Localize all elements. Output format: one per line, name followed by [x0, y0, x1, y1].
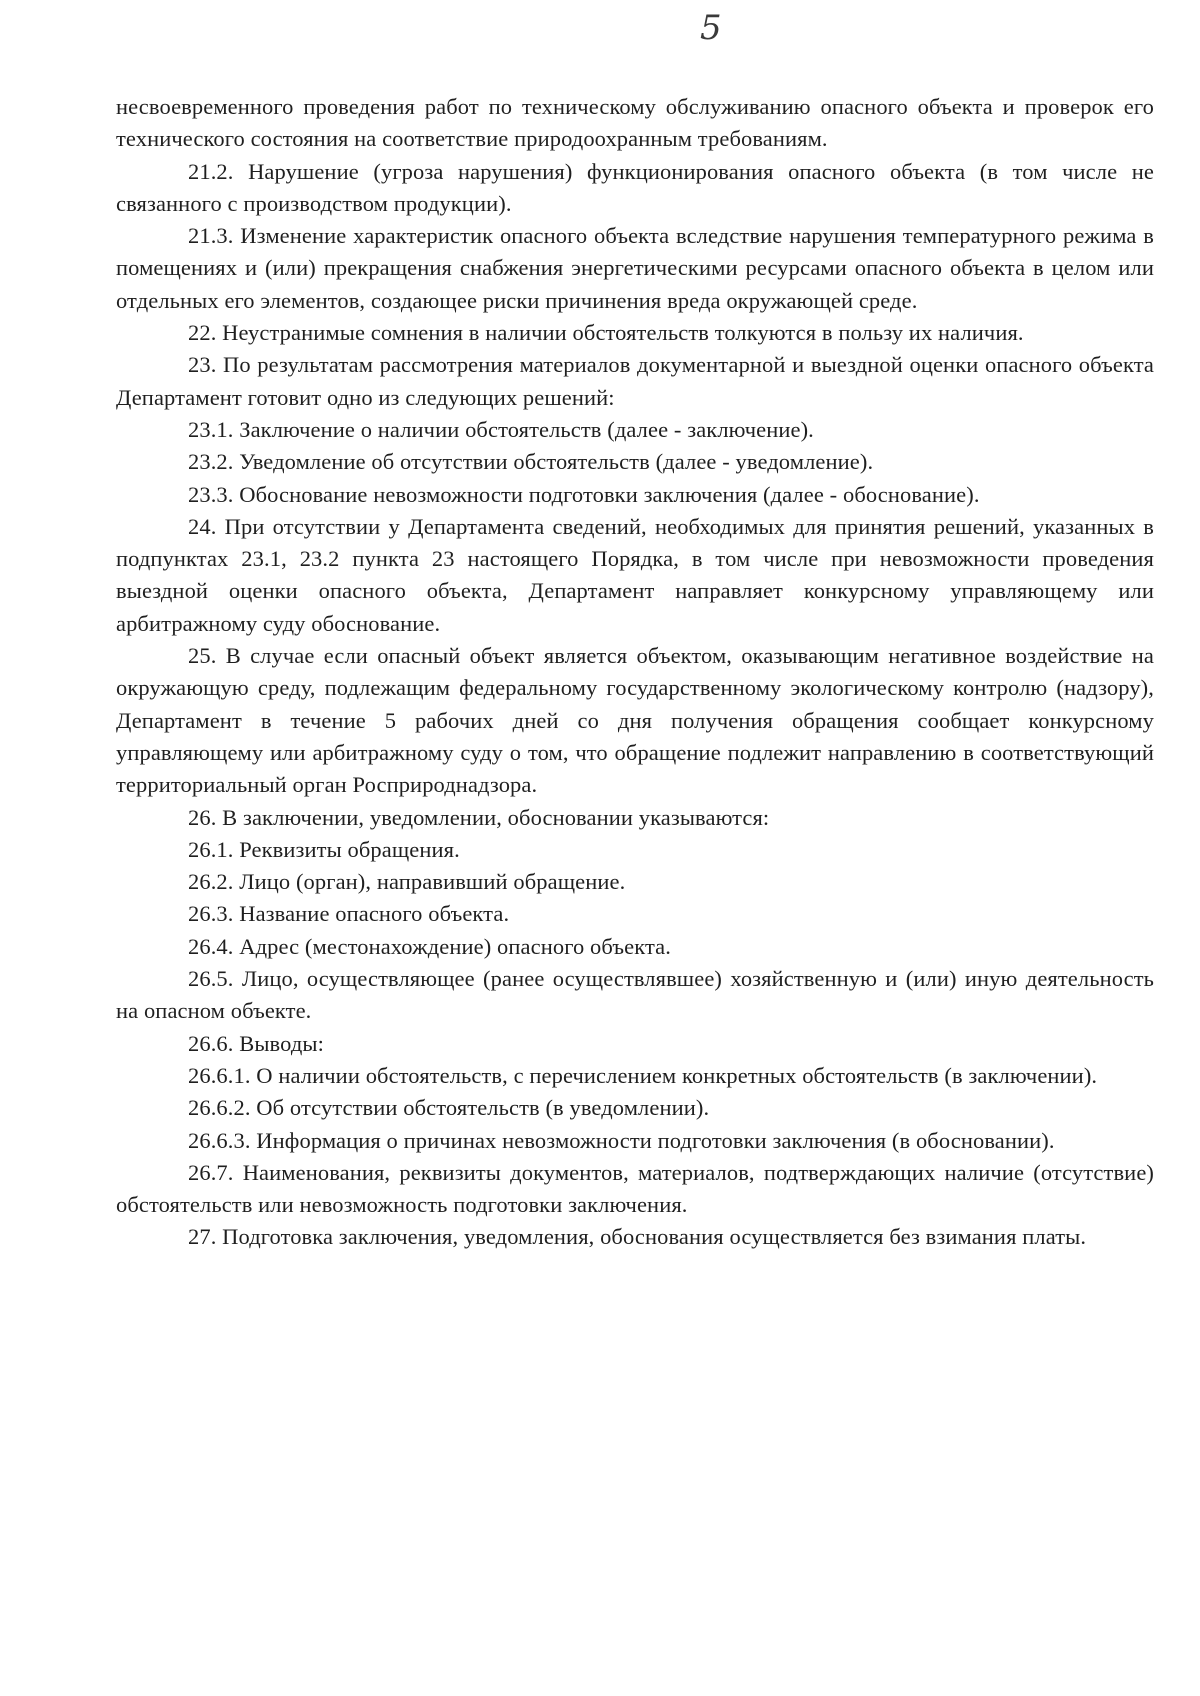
paragraph-21-3: 21.3. Изменение характеристик опасного объекта вследствие нарушения температурного режима в помещениях и (или) прекращения снабжения энергетическими ресурсами опасного объекта в целом или отдельных его элементов, создающее риски причинения вреда окружающей среде. [116, 223, 1154, 313]
paragraph-22: 22. Неустранимые сомнения в наличии обстоятельств толкуются в пользу их наличия. [188, 320, 1024, 346]
paragraph-26-5: 26.5. Лицо, осуществляющее (ранее осуществлявшее) хозяйственную и (или) иную деятельность на опасном объекте. [116, 966, 1154, 1024]
paragraph-26-7: 26.7. Наименования, реквизиты документов, материалов, подтверждающих наличие (отсутствие) обстоятельств или невозможность подготовки заключения. [116, 1159, 1154, 1218]
paragraph-26-6: 26.6. Выводы: [188, 1030, 324, 1056]
paragraph-26-6-2: 26.6.2. Об отсутствии обстоятельств (в уведомлении). [188, 1095, 710, 1121]
paragraph-21-2: 21.2. Нарушение (угроза нарушения) функционирования опасного объекта (в том числе не связанного с производством продукции). [116, 158, 1154, 216]
paragraph-26-4: 26.4. Адрес (местонахождение) опасного объекта. [188, 933, 671, 959]
paragraph-25: 25. В случае если опасный объект является объектом, оказывающим негативное воздействие на окружающую среду, подлежащим федеральному государственному экологическому контролю (надзору), Департамент в течение 5 рабочих дней со дня получения обращения сообщает конкурсному управляющему или арбитражному суду о том, что обращение подлежит направлению в соответствующий территориальный орган Росприроднадзора. [116, 643, 1154, 798]
paragraph-23: 23. По результатам рассмотрения материалов документарной и выездной оценки опасного объекта Департамент готовит одно из следующих решений: [116, 352, 1154, 410]
paragraph-26-1: 26.1. Реквизиты обращения. [188, 836, 460, 862]
paragraph-27: 27. Подготовка заключения, уведомления, обоснования осуществляется без взимания платы. [188, 1224, 1087, 1250]
paragraph-26-2: 26.2. Лицо (орган), направивший обращение. [188, 869, 626, 895]
handwritten-page-number: 5 [700, 8, 722, 48]
paragraph-continuation: несвоевременного проведения работ по техническому обслуживанию опасного объекта и проверок его технического состояния на соответствие природоохранным требованиям. [116, 94, 1154, 152]
paragraph-26: 26. В заключении, уведомлении, обосновании указываются: [188, 804, 770, 830]
paragraph-23-3: 23.3. Обоснование невозможности подготовки заключения (далее - обоснование). [188, 481, 980, 507]
paragraph-26-6-1: 26.6.1. О наличии обстоятельств, с перечислением конкретных обстоятельств (в заключении). [188, 1062, 1098, 1088]
paragraph-26-3: 26.3. Название опасного объекта. [188, 901, 510, 927]
document-body [116, 91, 1154, 1254]
paragraph-23-2: 23.2. Уведомление об отсутствии обстоятельств (далее - уведомление). [188, 449, 874, 475]
paragraph-24: 24. При отсутствии у Департамента сведений, необходимых для принятия решений, указанных в подпунктах 23.1, 23.2 пункта 23 настоящего Порядка, в том числе при невозможности проведения выездной оценки опасного объекта, Департамент направляет конкурсному управляющему или арбитражному суду обоснование. [116, 513, 1154, 636]
paragraph-23-1: 23.1. Заключение о наличии обстоятельств (далее - заключение). [188, 416, 814, 442]
paragraph-26-6-3: 26.6.3. Информация о причинах невозможности подготовки заключения (в обосновании). [188, 1127, 1055, 1153]
